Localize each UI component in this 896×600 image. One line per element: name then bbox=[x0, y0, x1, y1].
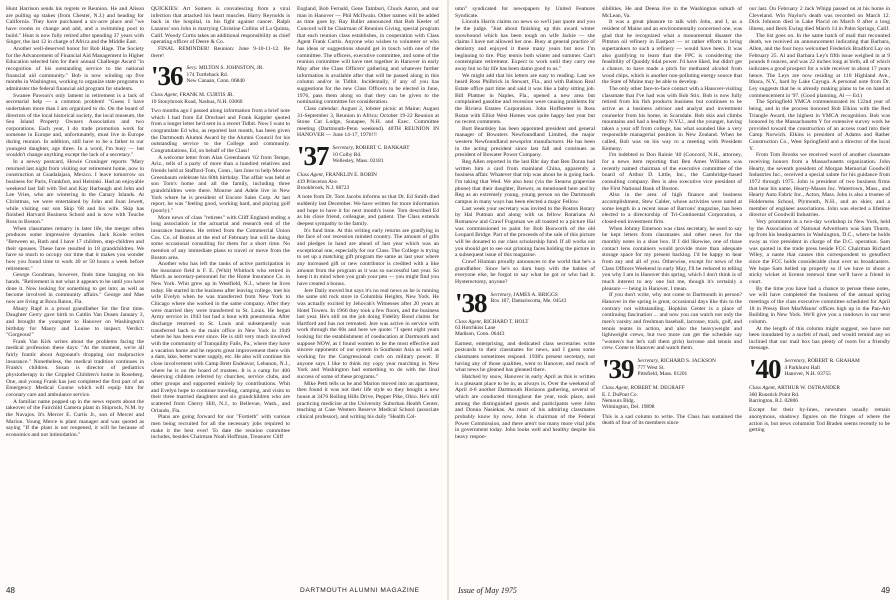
paragraph: Also in the area of high finance and business accomplishment, Stew Calder, whose activities were noted at some length in a recent issue of Barrons' magazine, has been elected to a directorship of Tri-Continental Corporation, a closed-end investment firm. bbox=[602, 192, 742, 225]
paragraph: This is a sad column to write. The Class has sustained the death of four of its members since bbox=[602, 413, 742, 427]
paragraph: George Goodman, however, finds time hanging on his hands. "Retirement is not what it appears to be until you have done it. Now looking for something to get into; as well as become involved in community affairs." George and Mae now are living at Boca Raton, Fla. bbox=[6, 272, 144, 305]
paragraph: Maury Rapf is a proud grandfather for the first time. Daughter Gerry gave birth to Caitlin Van Dusen January 3, and brought the youngster to Hanover on Washington's birthday for Maury and Louise to inspect. Verdict: "Gorgeous!" bbox=[6, 305, 144, 339]
paragraph: Another well-deserved honor for Bob Hage. The Society for the Advancement of Financial Aid Management in Higher Education selected him for their annual Challenge Award "in recognition of his outstanding service to the national financial aid community." Bob is now winding up five months in Washington, working to organize state programs to administer the federal financial aid program for students. bbox=[6, 45, 144, 92]
paragraph: Crawf Hinman proudly announces to the world that he's a grandfather. Since he's so darn busy with the babies of everyone else, he forgot to say what he got or who had it. Hysterectomy, anyone? bbox=[455, 258, 595, 285]
class-year-40: '40 bbox=[749, 354, 781, 385]
class-36-notes bbox=[151, 108, 290, 441]
class-year-38: '38 bbox=[455, 287, 487, 318]
class-officers-38: Secretary, JAMES A. BRIGGS Box 187, Damariscotta, Me. 04543 bbox=[490, 291, 567, 304]
paragraph: A familiar name popped up in the news reports about the takeover of the Fairchild Camera plant in Shiprock, N.M. by the Navajos. It's Mercer E. Curtis Jr., son of Mercer and Marion. Young Merce is plant manager and was quoted as saying "If the plant is not reopened, it will be because of economics and not intimidation." bbox=[6, 398, 144, 438]
paragraph: umn" syndicated for newspapers by United Features Syndicate. bbox=[455, 6, 595, 19]
paragraph: FINAL REMINDER! Reunion: June 9-10-11-12. Be there! bbox=[151, 45, 290, 59]
left-column-2 bbox=[151, 6, 290, 578]
quickies-block bbox=[151, 6, 290, 59]
paragraph: When classmates remarry in later life, the merger often produces some impressive dynasties. Jack Koole writes "Between us, Ruth and I have 17 children, step-children and their spouses. These have resulted in 18 grandchildren. We have so much to occupy our time that it makes you wonder how you found time to work 40 or 50 hours a week before retirement." bbox=[6, 225, 144, 272]
class-heading-36 bbox=[151, 61, 290, 92]
left-column-1 bbox=[6, 6, 144, 578]
paragraph: Two months ago I passed along information from a brief note which I had from Ed Drechsel and Frank Kappler quoted from a longer letter he'd sent in a recent Tidbit. Now I want to congratulate Ed who, as reported last month, has been given the Dartmouth Alumni Award by the Alumni Council for his outstanding service to the College and community. Congratulations, Ed, on behalf of the Class! bbox=[151, 108, 290, 154]
paragraph: We might add that his letters are easy to reading. Last we heard Ross Philbrick in Stewart, Fla., and with Babson Real Estate office part time and said it was like a baby sitting job. Bill Plattner in Naples, Fla., opened a new area but complained gasoline and recession were causing problems for the Riviera Estates Corporation. John Hoffstetter is Ross Rotan with Elliot West Homes was quite happy last year but no recent comments. bbox=[455, 72, 595, 126]
right-column-1 bbox=[455, 6, 595, 578]
paragraph: Reg Allen reported in the last Rhr day that Ben Doran had written him a card from mainland China, apparently a business affair. Whatever that trip was about he is going back. I'm taking that Wed. We also hear (via the Stearns grapevine phone) that their daughter, Brewer, as mentioned here and by Reg as an extremely young, young person on the Dartmouth campus in many ways has been elected a major Fellow. bbox=[455, 159, 595, 206]
class-heading-37 bbox=[297, 141, 439, 172]
class-officers-36: Secy. MILTON S. JOHNSTON, JR. 174 Turtleback Rd. New Canaan, Conn. 06840 bbox=[186, 65, 264, 85]
class-year-37: '37 bbox=[297, 141, 329, 172]
class-heading-40 bbox=[749, 354, 890, 385]
paragraph: Frank Van Kirk writes about the problems facing the medical profession these days: "At the moment, we're all fairly frantic about Argonaut's dropping our malpractice insurance." Nonetheless, the medical tradition continues in Frank's children. Susan is director of pediatrics physiotherapy in the Crippled Children's home in Roseberg. One, and young Frank has just completed the first part of an Emergency Medical Course which will equip him for coronary care and ambulance service. bbox=[6, 338, 144, 399]
class-heading-38 bbox=[455, 287, 595, 318]
paragraph: Except for their by-lines, newsmen usually remain anonymous, shadowy figures on the fringes of where the action is, but news columnist Tod Braden seems recently to be getting bbox=[749, 407, 890, 434]
paragraph: It's fund time. At this writing early returns are gratifying in the face of our recession minded country. The amount of gifts and pledges in hand are ahead of last year which was an exceptional one, especially for our Class. The College is trying to set up a matching gift program the same as last year where any increased gift or new contributor is credited with a like amount from the program as it was so successful last year. So keep it in mind when you grab your pen — you might find you have created a bonus. bbox=[297, 227, 439, 287]
class-officers-39: Secretary, RICHARD S. JACKSON 777 West St. Pittsfield, Mass. 01201 bbox=[637, 358, 716, 377]
paragraph: In a newsy postcard, Howie Croninger reports "Mary returned last night from visiting our retirement home, now in construction at Guadalajara, Mexico. I leave tomorrow on business for Paris, Frankfurt, and Helsinki. Had an enjoyable weekend last fall with Ted and Kay Harbaugh and John and Lee Vries, who are wintering in the Canary Islands. At Christmas, we were entertained by John and Joan Jewett, while visiting our son Skip '68 and his wife. Skip has finished Harvard Business School and is now with Touche Ross in Boston." bbox=[6, 159, 144, 225]
paragraph: Hunt Harrison sends his regrets re Reunion. He and Alison are pulling up stakes (from Chester, N.J.) and heading for California. They have purchased a six-acre place and "we have rooms to change and add, and a swimming pool to build." Hunt is now fully retired after spending 37 years with Singer, the last 12 in charge of Africa and the Middle East. bbox=[6, 6, 144, 46]
paragraph: A note from Dr. Tom Jacobs informs us that Dr. Ed Smith died suddenly last December. We have written for more information and hope to have it for next month's issue. Tom described Ed as his close friend, colleague, and patient. The Class extends deepest sympathy to the family. bbox=[297, 194, 439, 227]
class-39-notes bbox=[602, 414, 742, 427]
class-40-notes bbox=[749, 407, 890, 434]
paragraph: QUICKIES: Art Somers is convalescing from a viral infection that attacked his heart muscles. Harry Reynolds is back in the hospital, in his fight against cancer. Ralph Lazarus' son John is marrying Christine Collins of La Quinta, Calif. Woody Curtis takes an additional responsibility as chief operating officer of Deere & Co. bbox=[151, 6, 290, 46]
paragraph: Mike Petti tells us he and Marion moved into an apartment, then found it was not their life style so they bought a new house at 3476 Rolling Hills Drive, Pepper Pike, Ohio. He's still practicing medicine at the University Suburban Health Center, teaching at Case Western Reserve Medical School (associate clinical professor), and writing his daily "Health Col- bbox=[297, 380, 439, 420]
class-38-notes bbox=[455, 341, 595, 441]
issue-date-footer: Issue of May 1975 bbox=[458, 586, 517, 595]
class-agent-40: Class Agent, ARTHUR W. OSTRANDER 360 Runstick Point Rd. Barrington, R.I. 02806 bbox=[749, 385, 840, 404]
paragraph: Earnest, enterprising, and dedicated class secretaries write postcards to their classmates for news, and I guess some classmates sometimes respond. 1938's present secretary, not having any of those qualities, went to Hanover, and much of what news he gleaned has gleaned there. bbox=[455, 340, 595, 374]
class-officers-37: Secretary, ROBERT C. BANKART 10 Colby Rd. Wellesley, Mass. 02181 bbox=[332, 145, 410, 164]
class-agent-39: Class Agent, ROBERT M. DEGRAFF E. I. DuPont Co. Nemours Bldg. Wilmington, Del. 19898 bbox=[602, 385, 685, 411]
class-year-39: '39 bbox=[602, 354, 634, 385]
paragraph: Very prominent in a two-day workshop in New York, held by the Association of National Advertisers was Sam Thurm, up from his headquarters in Washington, D.C., where he holds sway as vice president in charge of the D.C. operation. Sam was quoted in the trade press beside FCC Chairman Richard Wiley, a name that causes this correspondent to genuflect since the FCC holds considerable clout over us broadcasters. We hope Sam helled up properly so if we have to shoot a sticky wicket at license renewal time we'll have a friend in court. bbox=[749, 219, 890, 285]
class-officers-40: Secretary, ROBERT R. GRAHAM 4 Parkhurst Hall Hanover, N.H. 03755 bbox=[784, 358, 860, 377]
class-agent-37: Class Agent, FRANKLIN E. ROBIN 419 Princeton Ave. Brookbrook, N.J. 08723 bbox=[297, 172, 377, 191]
class-36-continued bbox=[297, 6, 439, 139]
paragraph: At the length of this column might suggest, we have not been inundated by a surfeit of mail, and would remind any so inclined that our mail box has plenty of room for a friendly message. bbox=[749, 325, 890, 352]
paragraph: Another who has left the ranks of active participation in the insurance field is F. E. (Whit) Whitlock who retired in March as secretary-personnel for the Home Insurance Co. in New York. Whit grew up in Westfield, N.J., where he lives today. He started in the business after leaving college, met his wife Evelyn when he was transferred from New York to Chicago where she worked in the same company. After they were married they were transferred to St. Louis. He began Army service in 1943 but had a bout with pneumonia. After discharge returned to St. Louis and subsequently was transferred back to the main office in New York in 1949 where he has been ever since. He is still very much involved with the community of Tranquility Falls, Pa., where they have a vacation home and he reports great improvement there with a dam, lake, better water supply, etc. He also will continue his close involvement with Camp Brett Endeavor, Lebanon, N.J., where he is on the board of trustees. It is a camp for 400 deserving children referred by churches, service clubs, and other groups and supported entirely by contributions. Whit and Evelyn hope to continue traveling, camping, and visits to their three married daughters and six grandchildren who are scattered from Cherry Hill, N.J., to Bellevue, Wash., and Orlando, Fla. bbox=[151, 261, 290, 414]
paragraph: The Springfield YMCA commemorated its 122nd year of being, and in the process honored Bob Elkins with the Red Triangle Award, the highest in YMCA recognition. Bob was honored by the Massachusetts Y for extensive survey work he provided toward the construction of an access road into their Camp Norwich. Elkins is president of Adams and Rather Construction Co., West Springfield and a director of the local Y. bbox=[749, 99, 890, 152]
paragraph: Hatched by snow, Hanover in early April as this is written is a pleasant place to be in, as always is. Over the weekend of April 4-6 another Dartmouth Horizons gathering, several of which are conducted throughout the year, took place, and among the distinguished guests and participants were John and Donna Nasiekas. As most of his admiring classmates probably know by now, John is chairman of the Federal Power Commission, and there aren't too many more vital jobs in government today. John looks well and healthy despite his heavy respon- bbox=[455, 374, 595, 440]
magazine-title-footer: DARTMOUTH ALUMNI MAGAZINE bbox=[300, 587, 420, 594]
paragraph: When Johnny Emerson was class secretary, he used to say he kept letters from classmates and other news for the monthly notes in a shoe box. If I did likewise, one of those contact lens containers would provide more than adequate storage space for my present backlog. I'd be happy to hear from any and all of you. Otherwise, except for news of the Class Officers Weekend in early May, I'll be reduced to telling you why I am in Hanover this spring, which I don't think is of much interest to any one but me, though it's certainly a pleasure — being in Hanover, I mean. bbox=[602, 225, 742, 292]
class-39-continued bbox=[749, 6, 890, 352]
page-number-left: 48 bbox=[6, 586, 15, 595]
paragraph: Lincoln Harris claims no news so we'll just quote and you be the judge. "Just about finishing up this award winter snowbound which has been tough on wife Jackie — she claims I have not allowed her one. Busy at general practice of dentistry and enjoyed it these many years but now I'm beginning to tire. Play tennis both winter and summer. Can't contemplate retirement. Expect to work until they carry me away but so far life has been damn good to us." bbox=[455, 19, 595, 72]
paragraph: our last. On February 2 Jack Whipp passed on at his home in Cleveland. Win Naylor's death was recorded on March 12. Dick Johnson died in Lake Placid on March 8 after a long illness, and Beck Ewing died March 14 in Palm Springs, Calif. bbox=[749, 6, 890, 32]
class-heading-39 bbox=[602, 354, 742, 385]
paragraph: By the time you have had a chance to peruse these notes, we will have completed the business of the annual spring meetings of the class executive committee scheduled for April 18 in Pressy Bret MacManns' offices high up in the Pan-Am Building in New York. We'll give you a rundown in our next column. bbox=[749, 285, 890, 325]
paragraph: If you don't write, why not come to Dartmouth in person? Hanover in the spring is great, occasional days like this to the contrary not withstanding. Hopkins Center is a place of continuing fascination ... and now you can watch not only the men's varsity and freshman baseball, lacrosse, track, golf, and tennis teams in action, and also the heavyweight and lightweight crews, but two more can get the schedule say "women's but let's call them girls) lacrosse and tennis and crew. Come to Hanover and watch them. bbox=[602, 292, 742, 352]
paragraph: It was a great pleasure to talk with John, and I, as a resident of Maine and an environmentally concerned one, was glad that he recognized what a monumental disaster the Pittston oil refinery in Eastport — or rather efforts to bring supertankers to such a refinery — would have been. It was also gratifying to learn that the FPC is considering the feasibility of Quoddy tidal power. I'd have liked, but didn't get a chance, to have made a pitch for methanol alcohol from wood chips, which is another non-polluting energy source that the State of Maine may be able to develop. bbox=[602, 19, 742, 86]
paragraph: Jere Daily moved but says it's no real news as he is running the same old rock store in Columbia Heights, New York. He was actually excited by Jehovah's Witnesses after 20 years at Hotel Towers. In 1966 they took a few floors, and the business last year. He's still on the job doing Fidelity Bond claims for Hartford and has not retreated. Jere was active in service with work through the 60s and here we quote: "I spent eight years looking for the establishment of coeducation at Dartmouth and suppose NOW, as I found women to be the most effective and sincere opponents of our system in Southeast Asia as well as working for the Congressional curb on military power. If anyone says I like to think my copy year marching in New York and Washington had something to do with the final success of some of these programs." bbox=[297, 287, 439, 381]
page-gutter bbox=[447, 0, 449, 600]
paragraph: The list goes on. In the same batch of mail that recounted death, we received an announcement indicating that Barbara, Allen, and the four boys welcomed Frederick Bradford Lay on February 25. Al and Barbara Ley's fifth issue weighed in at 9 pounds 8 ounces, and was 22 inches long at birth, all of which indicates a good prospect for a wide receiver in about 17 years hence. The Leys are now residing at 110 Highland Ave., Ithaca, N.Y., hard by Lake Cayuga. A personal note from Dr. Ley suggests that he is already making plans to be on hand at commencement in '97. (Good planning, Al — Ed.) bbox=[749, 32, 890, 99]
left-column-3 bbox=[297, 6, 439, 578]
class-agent-36: Class Agent, FRANK M. CURTIS JR. 10 Stonybrook Road, Nashua, N.H. 03060 bbox=[151, 92, 243, 105]
paragraph: sibilities. He and Deena live in the Washington suburb of McLean, Va. bbox=[602, 6, 742, 19]
paragraph: Class calendar: August 2, lobster picnic at Maine; August 31-September 3, Reunion in Africa; October 19-22 Reunion at Stone Cut Lodge, Sunapee, N.H. and Exec. Committee meeting (Dartmouth-Penn weekend). 40TH REUNION IN HANOVER — June 14-17, 1976!!! bbox=[297, 105, 439, 139]
paragraph: Last week your secretary was invited to the Boston Rotary by Hal Putman and along with us fellow Rotarians Al Romanow and Crawf Fugsman we all toasted to a picture Hal was commissioned to paint for Bob Bosworth of the old Leopard Bridge. Part of the proceeds of the sale of this picture will be donated to our class scholarship fund. If all works out you should get to see our grinning faces holding the picture in a subsequent issue of this magazine. bbox=[455, 205, 595, 259]
page-number-right: 49 bbox=[881, 586, 890, 595]
right-column-2 bbox=[602, 6, 742, 578]
class-37-notes bbox=[297, 194, 439, 420]
class-year-36: '36 bbox=[151, 61, 183, 92]
class-38-continued bbox=[602, 6, 742, 352]
paragraph: Plans are going forward for our "Fortieth" with various men being recruited for all the necessary jobs required to make it the best ever! To date the reunion committee includes, besides Chairman Noah Hoffman, Treasurer Cliff bbox=[151, 414, 290, 441]
paragraph: The only other face-to-face contact with a Hanover-visiting classmate that I've had was with Bob Stix. Bob is now fully retired from his fish products business but continues to be active as a business advisor and analyst and investment counselor from his home, in Scarsdale. Bob skis and climbs mountains and had a healthy N.Y.U., and the younger, having taken a year off from college, has what sounded like a very responsible managerial position in New Zealand. When he called, Bob was on his way to a meeting with President Kemeny. bbox=[602, 85, 742, 152]
paragraph: A welcome letter from Alan Greenbaum '62 from Tempe, Ariz., tells of a party of more than a hundred relatives and friends held at Stafford-Tom, Conn., last June to help Monroe Greenbaum celebrate his 60th birthday. The affair was held at son Tom's home and all the family, including three grandchildren were there. Monroe and Adele live in New York where he is president of Encore Sales Corp. At last report, he was "feeling good, working hard, and playing golf (poorly)." bbox=[151, 154, 290, 214]
class-37-continued bbox=[455, 6, 595, 286]
paragraph: From Tom Brooks we received word of another classmate receiving honors from a Massachusetts organization. John Hearty, the seventh president of Morgan Memorial Goodwill Industries Inc., received a special salute for his guidance from 1972 through 1975. John is president of two business firms that bear his name, Hearty-Mason Inc. Watertown, Mass., and Hearty Auto Fabric Inc., Acton, Mass. John is also a trustee of Holderness School, Plymouth, N.H., and an skier, and a member of engineer associations. John was elected a lifetime director of Goodwill Industries. bbox=[749, 152, 890, 219]
right-column-3 bbox=[749, 6, 890, 578]
paragraph: I'm indebted to Don Rainie '40 (Concord, N.H., attorney, for a news item reporting that Ben Ames Williams was recently named chairman of the executive committee of the board of Arthur D. Little, Inc., the Cambridge-based consulting company. Ben is also executive vice president of the First National Bank of Boston. bbox=[602, 152, 742, 192]
paragraph: More news of class "retirees" with Cliff England ending a long association in the actuarial and research end of the insurance business. He retired from the Commercial Union Cos. Co. of Boston at the end of February but will be doing some occasional consulting for them for a short time. No mention of any immediate plans to travel or move from the Boston area. bbox=[151, 214, 290, 261]
paragraph: Burt Beardsley has been appointed president and general manager of Bowaters Newfoundland Limited, the major western Newfoundland newsprint manufacturer. He has been in the acting president since last fall and continues as president of Bowater Power Company. bbox=[455, 125, 595, 159]
paragraph: Swanee Pawson's only lament in retirement is a lack of secretarial help — a common problem! "Guess I have undertaken more than I am organized to do. On the board of directors of the local historical society, the local museum, the Sea Island Property Owners Association and two corporations. Each year, I do trade promotion work for someone in Europe and, unfortunately, must live in Europe during reunion. In addition, still have to be a father to our youngest daughter, age three. In a word, I'm busy — but wouldn't change anything except the lack of a secretary." bbox=[6, 92, 144, 159]
paragraph: England, Bob Fernald, Gene Tamburi, Chuck Aaron, and our man in Hanover — Phil McIlwain. Other names will be added as time goes by. Ray Buller announced that Bob Keeler of Concord will be Chairman of Reunion Giving, special program that each reunion class establishes, in cooperation with Class Agent Frank Curtis. Anyone who wishes to volunteer or who has ideas or suggestions should get in touch with one of the committee. The officers, executive committee, and some of the reunion committee will have met together in Hanover in early May after the Class Officers' gathering and whatever further information is available after that will be passed along in this column and/or in Tidbit. Incidentally, if any of you has suggestions for the new Class Officers to be elected in June, 1976, pass them along so that they can be given to the nominating committee for consideration. bbox=[297, 6, 439, 106]
class-agent-38: Class Agent, RICHARD T. HOLT 63 Hotchkiss Lane Madison, Conn. 06443 bbox=[455, 318, 529, 338]
